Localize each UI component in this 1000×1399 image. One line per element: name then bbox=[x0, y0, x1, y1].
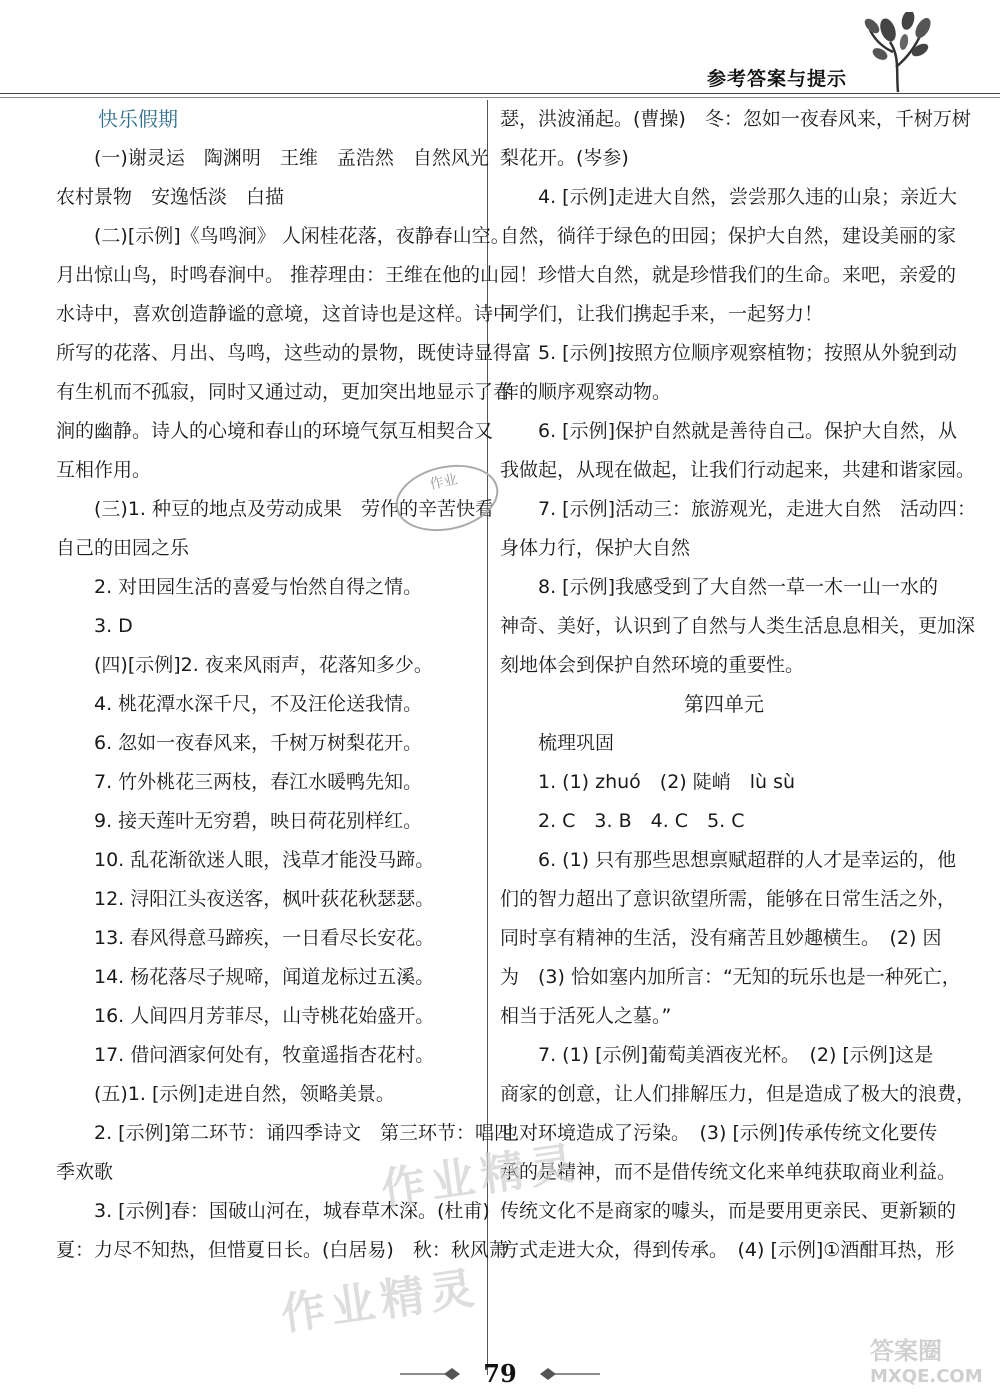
text-line: 们的智力超出了意识欲望所需，能够在日常生活之外， bbox=[500, 888, 957, 910]
text-line: 7. 竹外桃花三两枝，春江水暖鸭先知。 bbox=[94, 771, 423, 793]
text-line: 互相作用。 bbox=[56, 459, 152, 481]
section-heading: 第四单元 bbox=[684, 692, 764, 716]
text-line: 所写的花落、月出、鸟鸣，这些动的景物，既使诗显得富 bbox=[56, 342, 532, 364]
text-line: 2. C 3. B 4. C 5. C bbox=[538, 810, 745, 832]
watermark-upper: 作业精灵 bbox=[378, 1137, 584, 1216]
left-ornament-icon bbox=[400, 1365, 460, 1383]
text-line: 瑟，洪波涌起。(曹操) 冬：忽如一夜春风来，千树万树 bbox=[500, 108, 971, 130]
text-line: 6. 忽如一夜春风来，千树万树梨花开。 bbox=[94, 732, 423, 754]
text-line: 2. 对田园生活的喜爱与怡然自得之情。 bbox=[94, 576, 423, 598]
text-line: 8. [示例]我感受到了大自然一草一木一山一水的 bbox=[538, 576, 938, 598]
text-line: 5. [示例]按照方位顺序观察植物；按照从外貌到动 bbox=[538, 342, 957, 364]
text-line: 同学们，让我们携起手来，一起努力！ bbox=[500, 303, 824, 325]
text-line: 13. 春风得意马蹄疾，一日看尽长安花。 bbox=[94, 927, 435, 949]
right-column bbox=[500, 100, 976, 1270]
text-line: 17. 借问酒家何处有，牧童遥指杏花村。 bbox=[94, 1044, 435, 1066]
text-line: 季欢歌 bbox=[56, 1161, 114, 1183]
text-line: (五)1. [示例]走进自然，领略美景。 bbox=[94, 1083, 395, 1105]
text-line: (二)[示例]《鸟鸣涧》 人闲桂花落，夜静春山空。 bbox=[94, 225, 510, 247]
text-line: 3. D bbox=[94, 615, 133, 637]
text-line: 涧的幽静。诗人的心境和春山的环境气氛互相契合又 bbox=[56, 420, 494, 442]
page-header bbox=[0, 0, 1000, 100]
text-line: 作的顺序观察动物。 bbox=[500, 381, 672, 403]
text-line: 有生机而不孤寂，同时又通过动，更加突出地显示了春 bbox=[56, 381, 513, 403]
watermark-lower: 作业精灵 bbox=[278, 1262, 484, 1341]
section-heading: 快乐假期 bbox=[98, 107, 178, 131]
text-line: 我做起，从现在做起，让我们行动起来，共建和谐家园。 bbox=[500, 459, 976, 481]
right-ornament-icon bbox=[540, 1365, 600, 1383]
text-line: 6. (1) 只有那些思想禀赋超群的人才是幸运的，他 bbox=[538, 849, 957, 871]
text-line: 同时享有精神的生活，没有痛苦且妙趣横生。 (2) 因 bbox=[500, 927, 942, 949]
text-line: (一)谢灵运 陶渊明 王维 孟浩然 自然风光 bbox=[94, 147, 489, 169]
text-line: 相当于活死人之墓。” bbox=[500, 1005, 672, 1027]
text-line: 2. [示例]第二环节：诵四季诗文 第三环节：唱四 bbox=[94, 1122, 513, 1144]
text-line: 水诗中，喜欢创造静谧的意境，这首诗也是这样。诗中 bbox=[56, 303, 513, 325]
text-line: 承的是精神，而不是借传统文化来单纯获取商业利益。 bbox=[500, 1161, 957, 1183]
page-number: 79 bbox=[483, 1359, 517, 1388]
text-line: 14. 杨花落尽子规啼，闻道龙标过五溪。 bbox=[94, 966, 435, 988]
text-line: 梨花开。(岑参) bbox=[500, 147, 629, 169]
text-line: 为 (3) 恰如塞内加所言：“无知的玩乐也是一种死亡， bbox=[500, 966, 961, 988]
text-line: 3. [示例]春：国破山河在，城春草木深。(杜甫) bbox=[94, 1200, 490, 1222]
text-line: 农村景物 安逸恬淡 白描 bbox=[56, 186, 285, 208]
text-line: 10. 乱花渐欲迷人眼，浅草才能没马蹄。 bbox=[94, 849, 435, 871]
text-line: (三)1. 种豆的地点及劳动成果 劳作的辛苦快看 bbox=[94, 498, 494, 520]
site-logo-text: 答案圈 bbox=[870, 1337, 942, 1365]
header-divider bbox=[0, 93, 1000, 94]
text-line: (四)[示例]2. 夜来风雨声，花落知多少。 bbox=[94, 654, 433, 676]
text-line: 12. 浔阳江头夜送客，枫叶荻花秋瑟瑟。 bbox=[94, 888, 435, 910]
header-title: 参考答案与提示 bbox=[707, 68, 848, 90]
text-line: 7. (1) [示例]葡萄美酒夜光杯。 (2) [示例]这是 bbox=[538, 1044, 934, 1066]
text-line: 传统文化不是商家的噱头，而是要用更亲民、更新颖的 bbox=[500, 1200, 957, 1222]
text-line: 9. 接天莲叶无穷碧，映日荷花别样红。 bbox=[94, 810, 423, 832]
text-line: 4. 桃花潭水深千尺，不及汪伦送我情。 bbox=[94, 693, 423, 715]
text-line: 刻地体会到保护自然环境的重要性。 bbox=[500, 654, 805, 676]
text-line: 园！珍惜大自然，就是珍惜我们的生命。来吧，亲爱的 bbox=[500, 264, 957, 286]
text-line: 自然，徜徉于绿色的田园；保护大自然，建设美丽的家 bbox=[500, 225, 957, 247]
text-line: 6. [示例]保护自然就是善待自己。保护大自然，从 bbox=[538, 420, 957, 442]
text-line: 梳理巩固 bbox=[538, 732, 615, 754]
text-line: 夏：力尽不知热，但惜夏日长。(白居易) 秋：秋风萧 bbox=[56, 1239, 508, 1261]
text-line: 自己的田园之乐 bbox=[56, 537, 190, 559]
text-line: 也对环境造成了污染。 (3) [示例]传承传统文化要传 bbox=[500, 1122, 938, 1144]
header-divider-secondary bbox=[0, 97, 1000, 98]
text-line: 身体力行，保护大自然 bbox=[500, 537, 691, 559]
site-watermark-logo bbox=[870, 1338, 995, 1396]
text-line: 方式走进大众，得到传承。 (4) [示例]①酒酣耳热，形 bbox=[500, 1239, 955, 1261]
text-line: 月出惊山鸟，时鸣春涧中。 推荐理由：王维在他的山 bbox=[56, 264, 500, 286]
text-line: 神奇、美好，认识到了自然与人类生活息息相关，更加深 bbox=[500, 615, 976, 637]
text-line: 1. (1) zhuó (2) 陡峭 lù sù bbox=[538, 771, 796, 793]
text-line: 商家的创意，让人们排解压力，但是造成了极大的浪费， bbox=[500, 1083, 976, 1105]
text-line: 7. [示例]活动三：旅游观光，走进大自然 活动四： bbox=[538, 498, 976, 520]
tree-branch-icon bbox=[860, 12, 935, 92]
site-url-text: MXQE.COM bbox=[870, 1366, 983, 1387]
page-footer bbox=[0, 1357, 1000, 1391]
text-line: 4. [示例]走进大自然，尝尝那久违的山泉；亲近大 bbox=[538, 186, 957, 208]
stamp-text: 作业 bbox=[428, 471, 460, 494]
text-line: 16. 人间四月芳菲尽，山寺桃花始盛开。 bbox=[94, 1005, 435, 1027]
